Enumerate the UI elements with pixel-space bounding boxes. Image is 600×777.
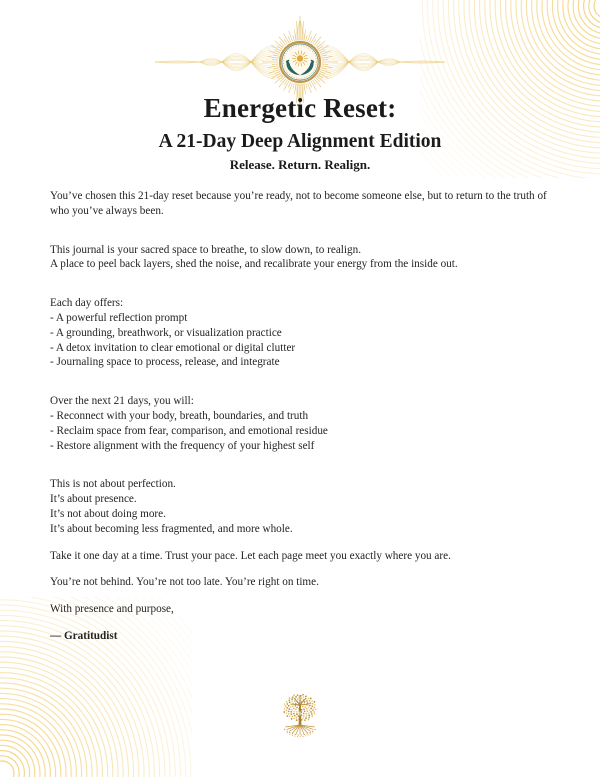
page-subtitle: A 21-Day Deep Alignment Edition [158,131,442,152]
about-section [50,477,556,536]
emblem-core [280,42,320,82]
closing-paragraph: With presence and purpose, [50,603,174,616]
pace-paragraph: Take it one day at a time. Trust your pace. Let each page meet you exactly where you are. [50,549,451,562]
time-paragraph: You’re not behind. You’re not too late. You’re right on time. [50,576,319,589]
about-line: This is not about perfection. [50,478,176,491]
journal-line: A place to peel back layers, shed the noise, and recalibrate your energy from the inside out. [50,258,458,271]
offers-section [50,296,556,370]
page-title: Energetic Reset: [203,93,397,123]
offers-item: - A grounding, breathwork, or visualization practice [50,326,282,339]
journal-paragraph [50,243,556,273]
about-line: It’s about becoming less fragmented, and more whole. [50,522,293,535]
next21-item: - Restore alignment with the frequency of your highest self [50,439,315,452]
next21-item: - Reclaim space from fear, comparison, and emotional residue [50,424,328,437]
about-line: It’s about presence. [50,493,137,506]
next21-item: - Reconnect with your body, breath, boundaries, and truth [50,409,309,422]
offers-item: - A powerful reflection prompt [50,311,188,324]
page-tagline: Release. Return. Realign. [229,157,371,172]
offers-title: Each day offers: [50,297,124,310]
journal-line: This journal is your sacred space to breathe, to slow down, to realign. [50,243,361,256]
next21-title: Over the next 21 days, you will: [50,395,194,408]
intro-paragraph: You’ve chosen this 21-day reset because you’re ready, not to become someone else, but to return to the truth of who you’ve always been. [50,190,547,217]
page-body [50,189,556,644]
offers-item: - Journaling space to process, release, and integrate [50,356,280,369]
next21-section [50,394,556,453]
sun-icon [297,55,303,61]
offers-item: - A detox invitation to clear emotional or digital clutter [50,341,296,354]
signature: — Gratitudist [50,629,118,642]
tree-of-life-logo-icon [271,684,329,746]
about-line: It’s not about doing more. [50,507,166,520]
